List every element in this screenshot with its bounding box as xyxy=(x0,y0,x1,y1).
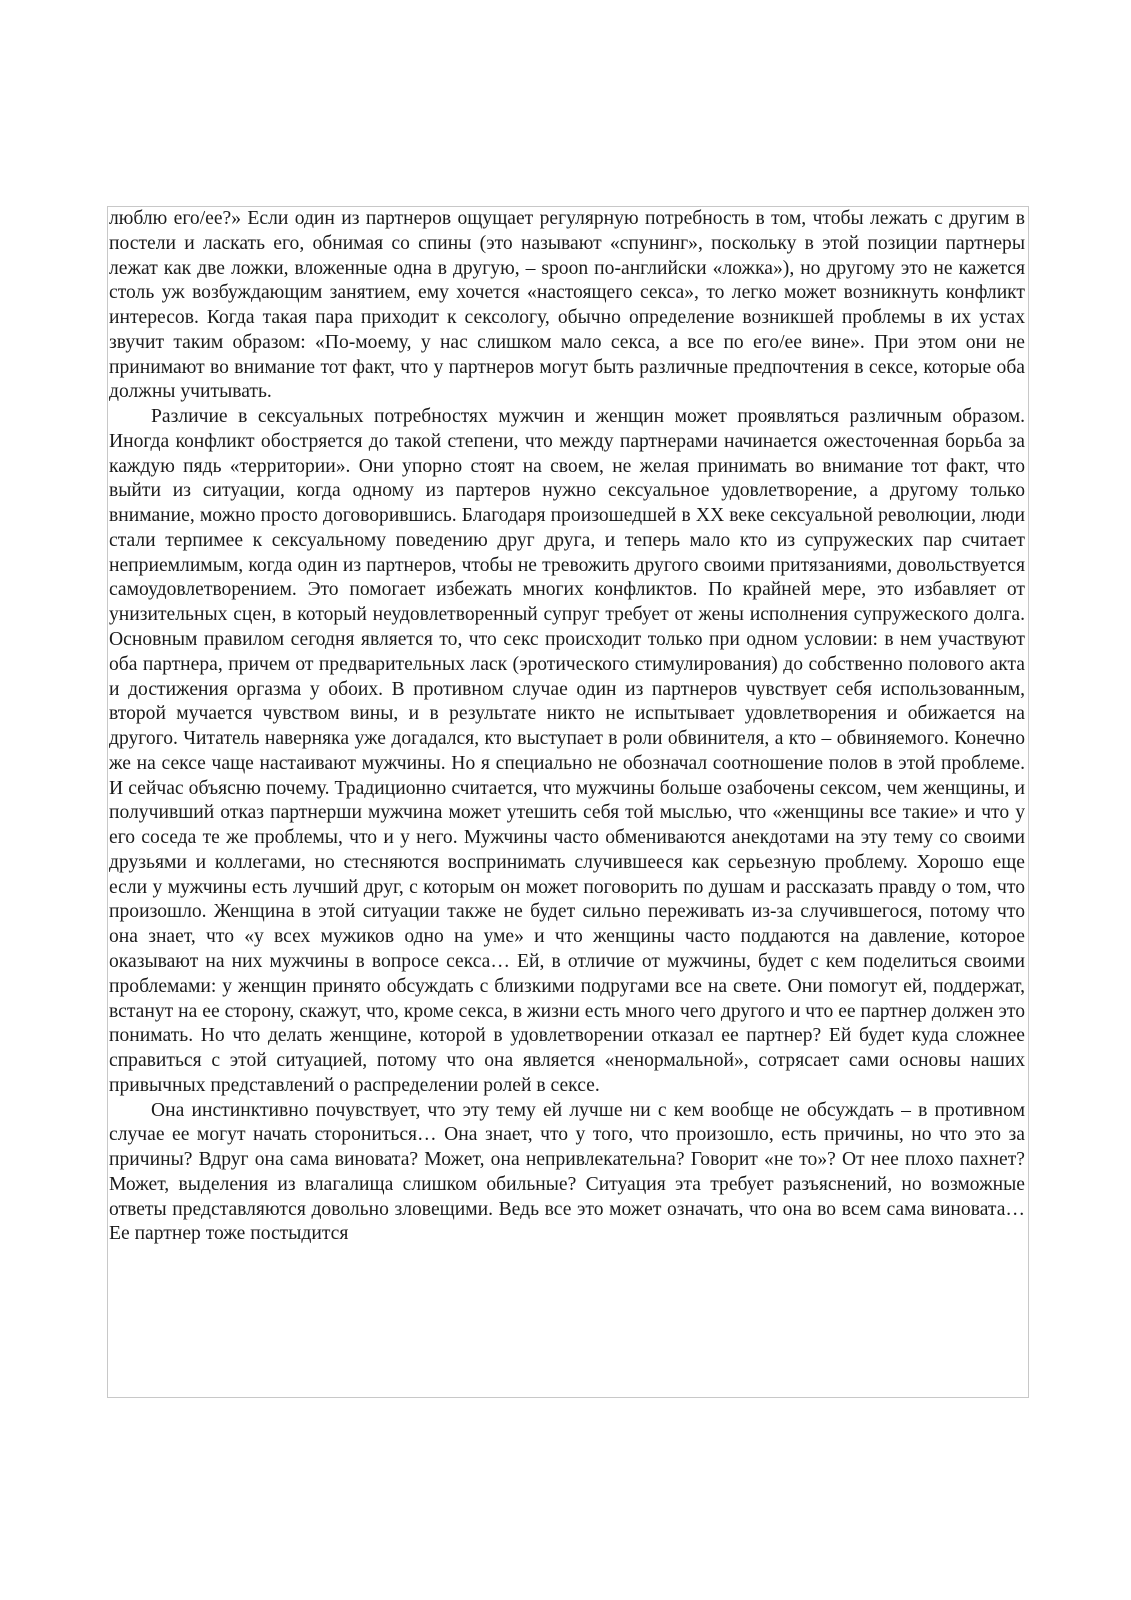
paragraph-3: Она инстинктивно почувствует, что эту тему ей лучше ни с кем вообще не обсуждать – в противном случае ее могут начать сторониться… Она знает, что у того, что произошло, есть причины, но что это за причины? Вдруг она сама виновата? Может, она непривлекательна? Говорит «не то»? От нее плохо пахнет? Может, выделения из влагалища слишком обильные? Ситуация эта требует разъяснений, но возможные ответы представляются довольно зловещими. Ведь все это может означать, что она во всем сама виновата… Ее партнер тоже постыдится xyxy=(109,1099,1025,1245)
text-frame xyxy=(107,206,1029,1398)
paragraph-2: Различие в сексуальных потребностях мужчин и женщин может проявляться различным образом. Иногда конфликт обостряется до такой степени, что между партнерами начинается ожесточенная борьба за каждую пядь «территории». Они упорно стоят на своем, не желая принимать во внимание тот факт, что выйти из ситуации, когда одному из партеров нужно сексуальное удовлетворение, а другому только внимание, можно просто договорившись. Благодаря произошедшей в XX веке сексуальной революции, люди стали терпимее к сексуальному поведению друг друга, и теперь мало кто из супружеских пар считает неприемлимым, когда один из партнеров, чтобы не тревожить другого своими притязаниями, довольствуется самоудовлетворением. Это помогает избежать многих конфликтов. По крайней мере, это избавляет от унизительных сцен, в который неудовлетворенный супруг требует от жены исполнения супружеского долга. Основным правилом сегодня является то, что секс происходит только при одном условии: в нем участвуют оба партнера, причем от предварительных ласк (эротического стимулирования) до собственно полового акта и достижения оргазма у обоих. В противном случае один из партнеров чувствует себя использованным, второй мучается чувством вины, и в результате никто не испытывает удовлетворения и обижается на другого. Читатель наверняка уже догадался, кто выступает в роли обвинителя, а кто – обвиняемого. Конечно же на сексе чаще настаивают мужчины. Но я специально не обозначал соотношение полов в этой проблеме. И сейчас объясню почему. Традиционно считается, что мужчины больше озабочены сексом, чем женщины, и получивший отказ партнерши мужчина может утешить себя той мыслью, что «женщины все такие» и что у его соседа те же проблемы, что и у него. Мужчины часто обмениваются анекдотами на эту тему со своими друзьями и коллегами, но стесняются воспринимать случившееся как серьезную проблему. Хорошо еще если у мужчины есть лучший друг, с которым он может поговорить по душам и рассказать правду о том, что произошло. Женщина в этой ситуации также не будет сильно переживать из-за случившегося, потому что она знает, что «у всех мужиков одно на уме» и что женщины часто поддаются на давление, которое оказывают на них мужчины в вопросе секса… Ей, в отличие от мужчины, будет с кем поделиться своими проблемами: у женщин принято обсуждать с близкими подругами все на свете. Они помогут ей, поддержат, встанут на ее сторону, скажут, что, кроме секса, в жизни есть много чего другого и что ее партнер должен это понимать. Но что делать женщине, которой в удовлетворении отказал ее партнер? Ей будет куда сложнее справиться с этой ситуацией, потому что она является «ненормальной», сотрясает сами основы наших привычных представлений о распределении ролей в сексе. xyxy=(109,406,1025,1096)
paragraph-1: люблю его/ее?» Если один из партнеров ощущает регулярную потребность в том, чтобы лежать с другим в постели и ласкать его, обнимая со спины (это называют «спунинг», поскольку в этой позиции партнеры лежат как две ложки, вложенные одна в другую, – spoon по-английски «ложка»), но другому это не кажется столь уж возбуждающим занятием, ему хочется «настоящего секса», то легко может возникнуть конфликт интересов. Когда такая пара приходит к сексологу, обычно определение возникшей проблемы в их устах звучит таким образом: «По-моему, у нас слишком мало секса, а все по его/ее вине». При этом они не принимают во внимание тот факт, что у партнеров могут быть различные предпочтения в сексе, которые оба должны учитывать. xyxy=(109,208,1025,403)
